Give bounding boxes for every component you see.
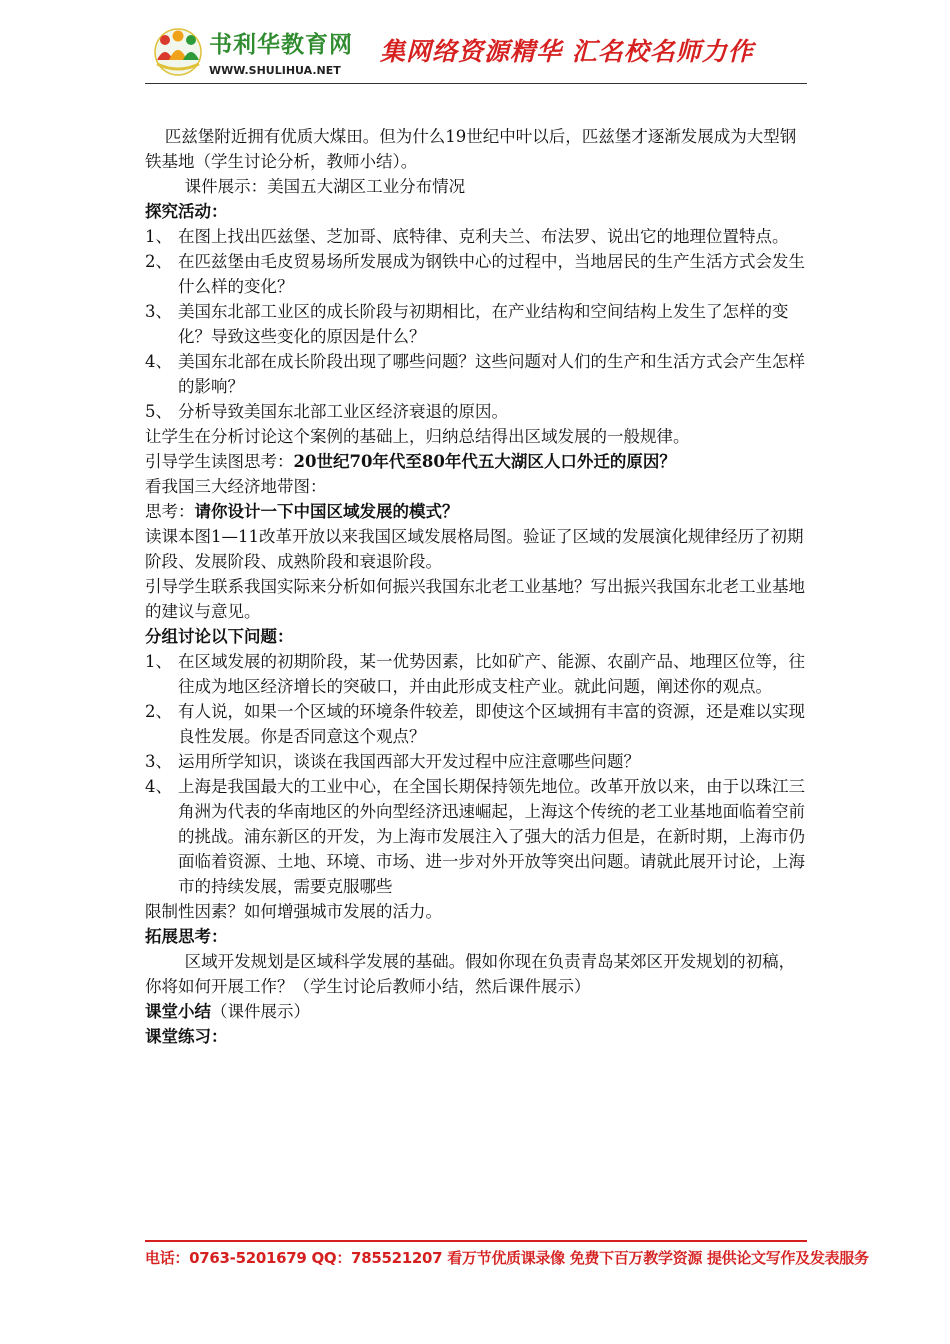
list-item: 1、 在图上找出匹兹堡、芝加哥、底特律、克利夫兰、布法罗、说出它的地理位置特点。 <box>145 227 789 246</box>
header-slogan: 集网络资源精华 汇名校名师力作 <box>380 37 754 66</box>
paragraph: 匹兹堡附近拥有优质大煤田。但为什么19世纪中叶以后，匹兹堡才逐渐发展成为大型钢铁基地（学生讨论分析，教师小结）。 <box>145 127 797 171</box>
paragraph: 思考：请你设计一下中国区域发展的模式？ <box>145 502 459 521</box>
site-name: 书利华教育网 <box>209 32 353 58</box>
section-heading: 拓展思考： <box>145 927 228 946</box>
paragraph: 课件展示：美国五大湖区工业分布情况 <box>184 177 466 196</box>
people-logo-icon <box>151 26 205 76</box>
list-item: 5、 分析导致美国东北部工业区经济衰退的原因。 <box>145 402 508 421</box>
paragraph: 限制性因素？如何增强城市发展的活力。 <box>145 902 442 921</box>
section-heading: 分组讨论以下问题： <box>145 627 294 646</box>
list-item: 4、 上海是我国最大的工业中心，在全国长期保持领先地位。改革开放以来，由于以珠江三角洲为代表的华南地区的外向型经济迅速崛起，上海这个传统的老工业基地面临着空前的挑战。浦东新区的开发，为上海市发展注入了强大的活力但是，在新时期，上海市仍面临着资源、土地、环境、市场、进一步对外开放等突出问题。请就此展开讨论，上海市的持续发展，需要克服哪些 <box>145 777 805 896</box>
list-item: 3、 美国东北部工业区的成长阶段与初期相比，在产业结构和空间结构上发生了怎样的变化？导致这些变化的原因是什么？ <box>145 302 789 346</box>
list-item: 2、 有人说，如果一个区域的环境条件较差，即使这个区域拥有丰富的资源，还是难以实现良性发展。你是否同意这个观点？ <box>145 702 805 746</box>
site-url[interactable]: WWW.SHULIHUA.NET <box>209 64 341 77</box>
section-heading: 探究活动： <box>145 202 228 221</box>
list-item: 1、 在区域发展的初期阶段，某一优势因素，比如矿产、能源、农副产品、地理区位等，往往成为地区经济增长的突破口，并由此形成支柱产业。就此问题，阐述你的观点。 <box>145 652 805 696</box>
paragraph: 课堂小结（课件展示） <box>145 1002 310 1021</box>
list-item: 2、 在匹兹堡由毛皮贸易场所发展成为钢铁中心的过程中，当地居民的生产生活方式会发生什么样的变化？ <box>145 252 805 296</box>
header-divider <box>145 83 807 84</box>
footer-contact: 电话：0763-5201679 QQ：785521207 看万节优质课录像 免费下百万教学资源 提供论文写作及发表服务 <box>145 1249 869 1267</box>
list-item: 3、 运用所学知识，谈谈在我国西部大开发过程中应注意哪些问题？ <box>145 752 640 771</box>
document-body <box>145 124 807 1049</box>
section-heading: 课堂练习： <box>145 1027 228 1046</box>
paragraph: 让学生在分析讨论这个案例的基础上，归纳总结得出区域发展的一般规律。 <box>145 427 690 446</box>
list-item: 4、 美国东北部在成长阶段出现了哪些问题？这些问题对人们的生产和生活方式会产生怎样的影响？ <box>145 352 805 396</box>
paragraph: 看我国三大经济地带图： <box>145 477 327 496</box>
paragraph: 区域开发规划是区域科学发展的基础。假如你现在负责青岛某郊区开发规划的初稿，你将如何开展工作？（学生讨论后教师小结，然后课件展示） <box>145 952 796 996</box>
page-header <box>145 20 810 84</box>
footer-divider <box>145 1240 807 1242</box>
paragraph: 读课本图1—11改革开放以来我国区域发展格局图。验证了区域的发展演化规律经历了初期阶段、发展阶段、成熟阶段和衰退阶段。 <box>145 527 804 571</box>
paragraph: 引导学生联系我国实际来分析如何振兴我国东北老工业基地？写出振兴我国东北老工业基地的建议与意见。 <box>145 577 805 621</box>
paragraph: 引导学生读图思考：20世纪70年代至80年代五大湖区人口外迁的原因？ <box>145 452 676 471</box>
